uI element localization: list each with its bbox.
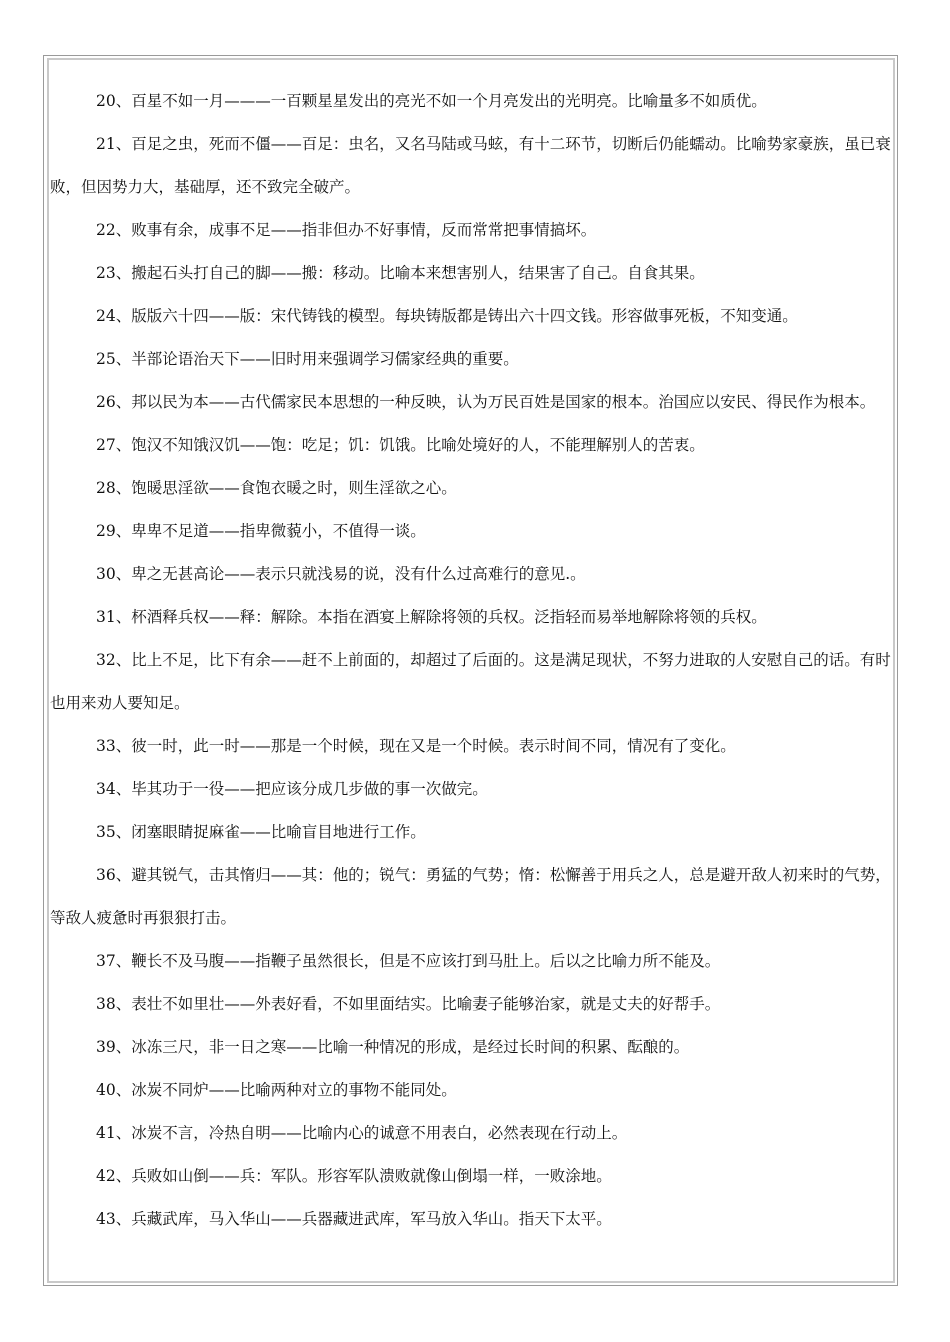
entry-32: 32、比上不足，比下有余——赶不上前面的，却超过了后面的。这是满足现状，不努力进取的人安慰自己的话。有时也用来劝人要知足。 — [50, 651, 891, 712]
entry-25: 25、半部论语治天下——旧时用来强调学习儒家经典的重要。 — [96, 350, 519, 368]
entry-39: 39、冰冻三尺，非一日之寒——比喻一种情况的形成，是经过长时间的积累、酝酿的。 — [96, 1038, 690, 1056]
entry-41: 41、冰炭不言，冷热自明——比喻内心的诚意不用表白，必然表现在行动上。 — [96, 1124, 628, 1142]
entry-42: 42、兵败如山倒——兵：军队。形容军队溃败就像山倒塌一样，一败涂地。 — [96, 1167, 612, 1185]
entry-20: 20、百星不如一月———一百颗星星发出的亮光不如一个月亮发出的光明亮。比喻量多不如质优。 — [96, 92, 767, 110]
entry-23: 23、搬起石头打自己的脚——搬：移动。比喻本来想害别人，结果害了自己。自食其果。 — [96, 264, 705, 282]
entry-27: 27、饱汉不知饿汉饥——饱：吃足；饥：饥饿。比喻处境好的人，不能理解别人的苦衷。 — [96, 436, 705, 454]
entry-37: 37、鞭长不及马腹——指鞭子虽然很长，但是不应该打到马肚上。后以之比喻力所不能及。 — [96, 952, 721, 970]
entry-29: 29、卑卑不足道——指卑微藐小，不值得一谈。 — [96, 522, 426, 540]
entry-21: 21、百足之虫，死而不僵——百足：虫名，又名马陆或马蚿，有十二环节，切断后仍能蠕动。比喻势家豪族，虽已衰败，但因势力大，基础厚，还不致完全破产。 — [50, 135, 891, 196]
entry-34: 34、毕其功于一役——把应该分成几步做的事一次做完。 — [96, 780, 488, 798]
entry-40: 40、冰炭不同炉——比喻两种对立的事物不能同处。 — [96, 1081, 457, 1099]
entry-38: 38、表壮不如里壮——外表好看，不如里面结实。比喻妻子能够治家，就是丈夫的好帮手。 — [96, 995, 721, 1013]
entry-36: 36、避其锐气，击其惰归——其：他的；锐气：勇猛的气势；惰：松懈善于用兵之人，总是避开敌人初来时的气势，等敌人疲惫时再狠狠打击。 — [50, 866, 891, 927]
entry-30: 30、卑之无甚高论——表示只就浅易的说，没有什么过高难行的意见.。 — [96, 565, 586, 583]
entry-31: 31、杯酒释兵权——释：解除。本指在酒宴上解除将领的兵权。泛指轻而易举地解除将领的兵权。 — [96, 608, 767, 626]
document-body — [50, 80, 893, 1241]
entry-35: 35、闭塞眼睛捉麻雀——比喻盲目地进行工作。 — [96, 823, 426, 841]
entry-33: 33、彼一时，此一时——那是一个时候，现在又是一个时候。表示时间不同，情况有了变化。 — [96, 737, 736, 755]
entry-26: 26、邦以民为本——古代儒家民本思想的一种反映，认为万民百姓是国家的根本。治国应以安民、得民作为根本。 — [96, 393, 876, 411]
entry-43: 43、兵藏武库，马入华山——兵器藏进武库，军马放入华山。指天下太平。 — [96, 1210, 612, 1228]
entry-28: 28、饱暖思淫欲——食饱衣暖之时，则生淫欲之心。 — [96, 479, 457, 497]
entry-22: 22、败事有余，成事不足——指非但办不好事情，反而常常把事情搞坏。 — [96, 221, 597, 239]
entry-24: 24、版版六十四——版：宋代铸钱的模型。每块铸版都是铸出六十四文钱。形容做事死板，不知变通。 — [96, 307, 798, 325]
